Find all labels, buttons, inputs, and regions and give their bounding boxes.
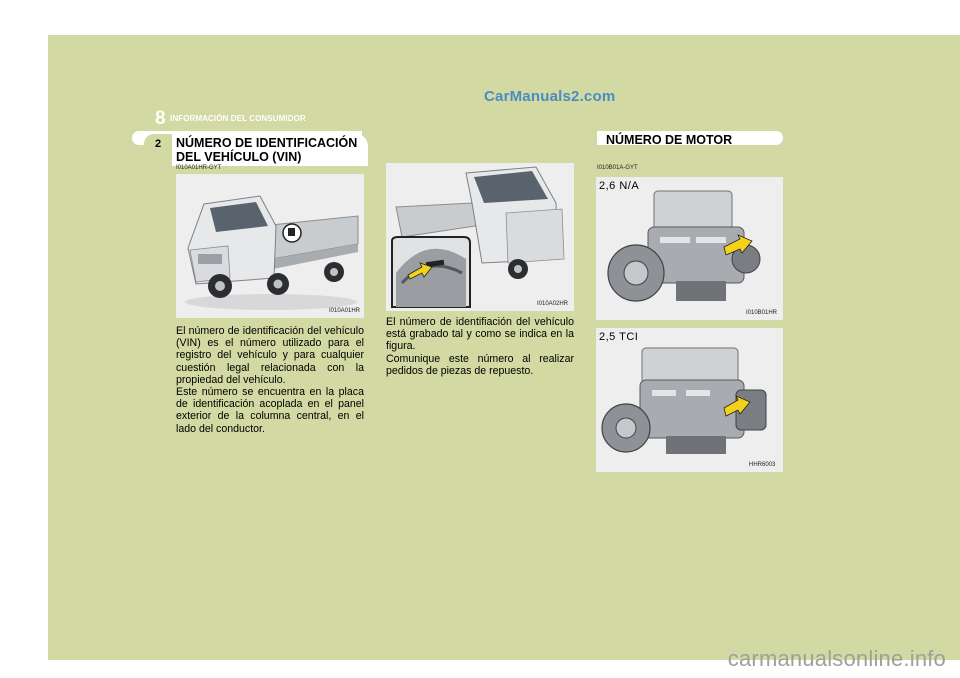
chapter-title: INFORMACIÓN DEL CONSUMIDOR: [170, 114, 306, 123]
truck-illustration: [176, 174, 364, 318]
page-number: 2: [155, 138, 162, 150]
motor-section-title: NÚMERO DE MOTOR: [606, 133, 733, 147]
vin-location-figure: [386, 163, 574, 311]
engine-25-illustration: [596, 328, 783, 472]
engine-26-label: 2,6 N/A: [599, 180, 640, 192]
watermark-carmanuals2[interactable]: CarManuals2.com: [484, 88, 616, 105]
engine2-code: HHR6003: [749, 462, 776, 468]
vin-location-illustration: [386, 163, 574, 311]
figure1-code: I010A01HR: [329, 308, 361, 314]
engine-25-figure: [596, 328, 783, 472]
watermark-carmanualsonline[interactable]: carmanualsonline.info: [727, 646, 946, 671]
vin-paragraph-4: Comunique este número al realizar pedidos de piezas de repuesto.: [386, 352, 574, 377]
truck-figure: [176, 174, 364, 318]
chapter-number: 8: [155, 108, 166, 129]
engine-26-illustration: [596, 177, 783, 320]
vin-paragraph-3: El número de identifiación del vehículo está grabado tal y como se indica en la figura.: [386, 316, 574, 353]
vin-title-line1: NÚMERO DE IDENTIFICACIÓN: [176, 136, 358, 150]
motor-section-code: I010B01A-GYT: [597, 165, 638, 171]
vin-title-line2: DEL VEHÍCULO (VIN): [176, 150, 302, 164]
vin-section-code: I010A01HR-GYT: [176, 165, 222, 171]
vin-paragraph-1: El número de identificación del vehículo (VIN) es el número utilizado para el registro del vehículo y para cualquier cuestión legal relacionada con la propiedad del vehículo.: [176, 325, 364, 386]
vin-section-title: [172, 134, 368, 166]
engine-25-label: 2,5 TCI: [599, 331, 639, 343]
vin-paragraph-2: Este número se encuentra en la placa de identificación acoplada en el panel exterior de la columna central, en el lado del conductor.: [176, 386, 364, 435]
vin-body-col2: [386, 316, 574, 377]
figure2-code: I010A02HR: [537, 301, 569, 307]
engine-26-figure: [596, 177, 783, 320]
engine1-code: I010B01HR: [746, 310, 778, 316]
vin-body-col1: [176, 325, 364, 435]
